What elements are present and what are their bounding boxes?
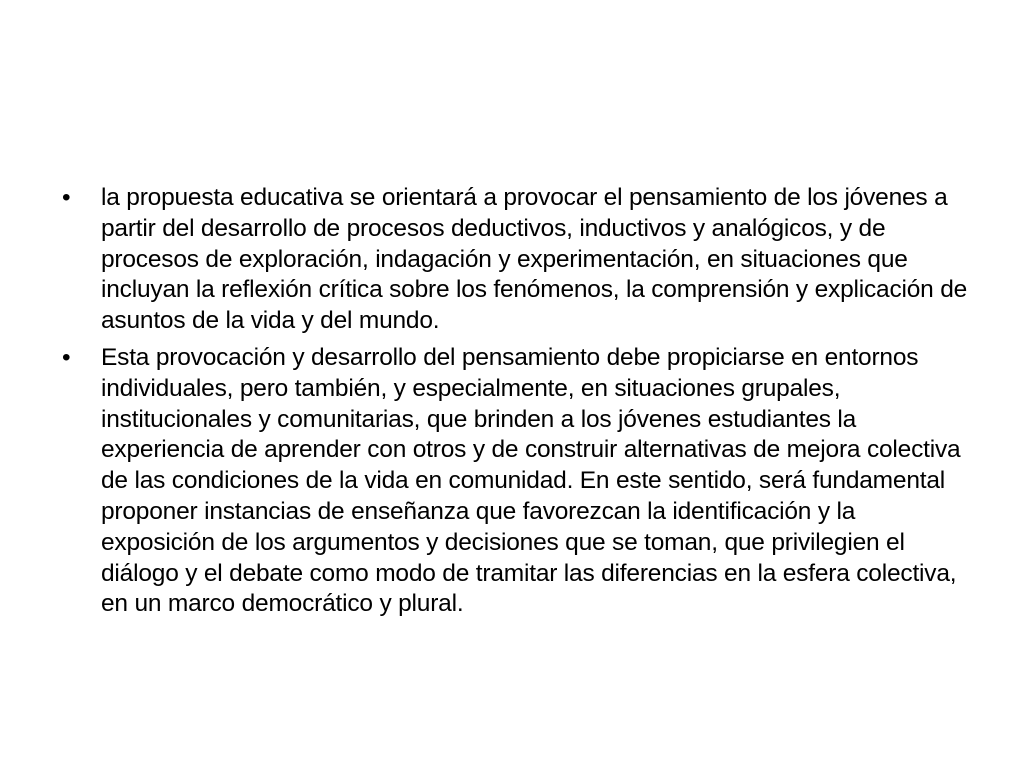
bullet-item-2 bbox=[58, 343, 968, 620]
bullet-item-1 bbox=[58, 183, 968, 337]
bullet-icon: • bbox=[62, 343, 71, 371]
slide-body bbox=[58, 183, 968, 626]
bullet-text: la propuesta educativa se orientará a provocar el pensamiento de los jóvenes a partir del desarrollo de procesos deductivos, inductivos y analógicos, y de procesos de exploración, indagación y experimentación, en situaciones que incluyan la reflexión crítica sobre los fenómenos, la comprensión y explicación de asuntos de la vida y del mundo. bbox=[101, 184, 968, 335]
bullet-list bbox=[58, 183, 968, 620]
bullet-text: Esta provocación y desarrollo del pensamiento debe propiciarse en entornos individuales, pero también, y especialmente, en situaciones grupales, institucionales y comunitarias, que brinden a los jóvenes estudiantes la experiencia de aprender con otros y de construir alternativas de mejora colectiva de las condiciones de la vida en comunidad. En este sentido, será fundamental proponer instancias de enseñanza que favorezcan la identificación y la exposición de los argumentos y decisiones que se toman, que privilegien el diálogo y el debate como modo de tramitar las diferencias en la esfera colectiva, en un marco democrático y plural. bbox=[101, 343, 961, 618]
bullet-icon: • bbox=[62, 184, 71, 211]
